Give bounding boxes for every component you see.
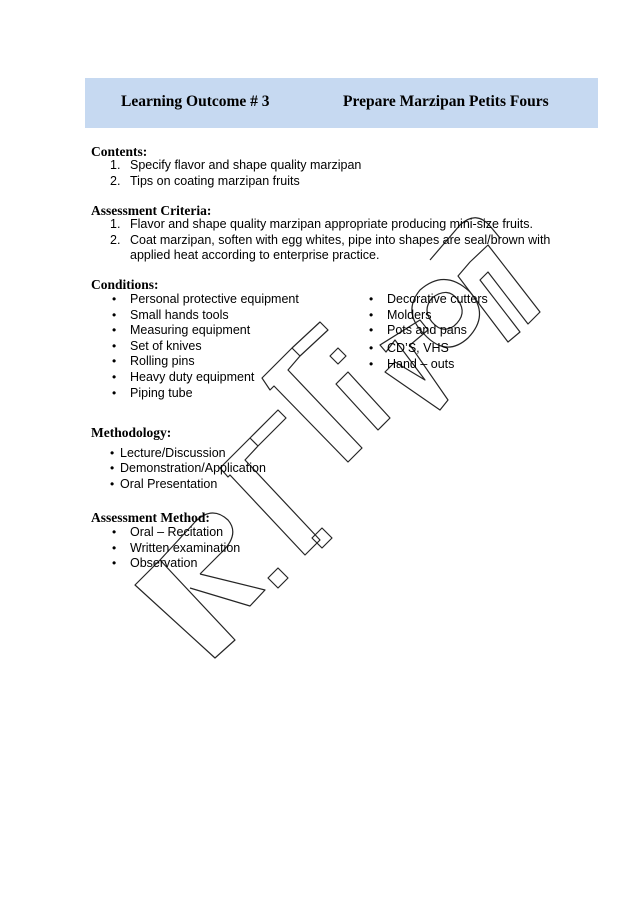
condition-item: Piping tube bbox=[130, 386, 193, 400]
learning-outcome-title: Prepare Marzipan Petits Fours bbox=[343, 93, 549, 110]
condition-item: Decorative cutters bbox=[387, 292, 488, 306]
bullet: • bbox=[112, 556, 117, 570]
bullet: • bbox=[112, 292, 117, 306]
assessment-method-item: Oral – Recitation bbox=[130, 525, 224, 539]
bullet: • bbox=[369, 357, 374, 371]
assessment-method-item: Observation bbox=[130, 556, 198, 570]
watermark-t bbox=[220, 410, 320, 555]
contents-item: Tips on coating marzipan fruits bbox=[130, 174, 300, 188]
contents-item: Specify flavor and shape quality marzipan bbox=[130, 158, 362, 172]
bullet: • bbox=[112, 339, 117, 353]
list-number: 1. bbox=[110, 158, 121, 172]
bullet: • bbox=[110, 446, 115, 460]
condition-item: Pots and pans bbox=[387, 323, 467, 337]
bullet: • bbox=[369, 323, 374, 337]
assessment-method-item: Written examination bbox=[130, 541, 241, 555]
bullet: • bbox=[369, 308, 374, 322]
bullet: • bbox=[112, 354, 117, 368]
conditions-title: Conditions: bbox=[91, 277, 159, 292]
bullet: • bbox=[112, 370, 117, 384]
methodology-title: Methodology: bbox=[91, 425, 172, 440]
criteria-item: Coat marzipan, soften with egg whites, pipe into shapes are seal/brown with bbox=[130, 233, 551, 247]
bullet: • bbox=[110, 461, 115, 475]
list-number: 2. bbox=[110, 174, 121, 188]
condition-item: Heavy duty equipment bbox=[130, 370, 255, 384]
bullet: • bbox=[110, 477, 115, 491]
contents-title: Contents: bbox=[91, 144, 148, 159]
bullet: • bbox=[369, 292, 374, 306]
condition-item: Rolling pins bbox=[130, 354, 195, 368]
learning-outcome-label: Learning Outcome # 3 bbox=[121, 93, 270, 110]
condition-item: Hand – outs bbox=[387, 357, 455, 371]
condition-item: Set of knives bbox=[130, 339, 202, 353]
condition-item: CD’S, VHS bbox=[387, 341, 449, 355]
condition-item: Small hands tools bbox=[130, 308, 229, 322]
list-number: 2. bbox=[110, 233, 121, 247]
assessment-criteria-title: Assessment Criteria: bbox=[91, 203, 212, 218]
bullet: • bbox=[112, 386, 117, 400]
bullet: • bbox=[112, 541, 117, 555]
watermark-i bbox=[330, 348, 390, 430]
criteria-item-continuation: applied heat according to enterprise practice. bbox=[130, 248, 380, 262]
methodology-item: Demonstration/Application bbox=[120, 461, 266, 475]
bullet: • bbox=[112, 308, 117, 322]
assessment-method-title: Assessment Method: bbox=[91, 510, 210, 525]
condition-item: Personal protective equipment bbox=[130, 292, 299, 306]
watermark-dot-1 bbox=[268, 568, 288, 588]
list-number: 1. bbox=[110, 217, 121, 231]
methodology-item: Oral Presentation bbox=[120, 477, 218, 491]
bullet: • bbox=[112, 525, 117, 539]
methodology-item: Lecture/Discussion bbox=[120, 446, 226, 460]
condition-item: Molders bbox=[387, 308, 432, 322]
bullet: • bbox=[369, 341, 374, 355]
watermark-t-2 bbox=[262, 322, 362, 462]
criteria-item: Flavor and shape quality marzipan appropriate producing mini-size fruits. bbox=[130, 217, 533, 231]
watermark-dot-2 bbox=[312, 528, 332, 548]
bullet: • bbox=[112, 323, 117, 337]
condition-item: Measuring equipment bbox=[130, 323, 251, 337]
